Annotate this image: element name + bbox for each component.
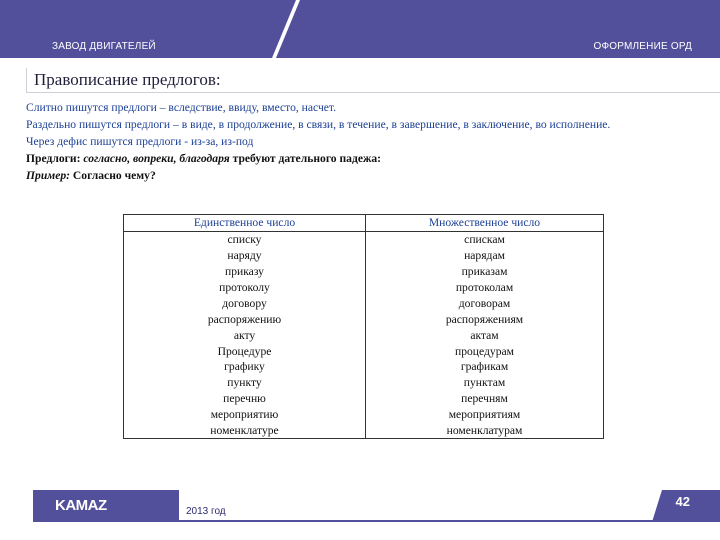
- cell-singular: акту: [124, 327, 366, 343]
- cell-plural: пунктам: [366, 375, 604, 391]
- footer-divider: [179, 520, 720, 522]
- header-singular: Единственное число: [124, 215, 366, 232]
- rule-hyphen-text: Через дефис пишутся предлоги - из-за, из-под: [26, 135, 254, 148]
- cell-plural: нарядам: [366, 248, 604, 264]
- rule-hyphen: [26, 133, 676, 150]
- table-row: [124, 280, 604, 296]
- cell-singular: номенклатуре: [124, 423, 366, 439]
- rule-example: [26, 167, 676, 184]
- cell-singular: распоряжению: [124, 311, 366, 327]
- cell-singular: списку: [124, 231, 366, 247]
- cell-singular: протоколу: [124, 280, 366, 296]
- cell-singular: договору: [124, 295, 366, 311]
- table-row: [124, 295, 604, 311]
- table-header-row: [124, 215, 604, 232]
- title-divider: [26, 92, 720, 93]
- title-bracket: [26, 68, 27, 93]
- rules-text: [26, 99, 676, 184]
- table-row: [124, 391, 604, 407]
- table-row: [124, 231, 604, 247]
- table-row: [124, 248, 604, 264]
- footer-logo-box: [33, 490, 179, 522]
- table-row: [124, 327, 604, 343]
- cell-plural: актам: [366, 327, 604, 343]
- cell-plural: графикам: [366, 359, 604, 375]
- cell-singular: мероприятию: [124, 407, 366, 423]
- header-plural: Множественное число: [366, 215, 604, 232]
- table-row: [124, 375, 604, 391]
- table-row: [124, 407, 604, 423]
- rule-solid: [26, 99, 676, 116]
- header-left-label: ЗАВОД ДВИГАТЕЛЕЙ: [52, 41, 156, 52]
- cell-singular: наряду: [124, 248, 366, 264]
- cell-plural: мероприятиям: [366, 407, 604, 423]
- cell-singular: графику: [124, 359, 366, 375]
- cell-plural: спискам: [366, 231, 604, 247]
- cell-singular: пункту: [124, 375, 366, 391]
- cell-singular: Процедуре: [124, 343, 366, 359]
- cell-plural: приказам: [366, 264, 604, 280]
- table-row: [124, 423, 604, 439]
- page-title: Правописание предлогов:: [34, 70, 221, 89]
- rule-separate-text: Раздельно пишутся предлоги – в виде, в продолжение, в связи, в течение, в завершение, в заключение, во исполнение.: [26, 118, 611, 131]
- rule-dative-italic: согласно, вопреки, благодаря: [83, 152, 230, 165]
- table-row: [124, 359, 604, 375]
- cell-plural: перечням: [366, 391, 604, 407]
- cell-plural: номенклатурам: [366, 423, 604, 439]
- table-row: [124, 264, 604, 280]
- header-banner: [0, 0, 720, 58]
- cell-plural: протоколам: [366, 280, 604, 296]
- rule-example-label: Пример:: [26, 169, 71, 182]
- footer-year: 2013 год: [186, 506, 226, 517]
- cell-plural: распоряжениям: [366, 311, 604, 327]
- cell-plural: договорам: [366, 295, 604, 311]
- kamaz-logo: KAMAZ: [55, 497, 107, 514]
- rule-example-text: Согласно чему?: [70, 169, 156, 182]
- table-row: [124, 311, 604, 327]
- rule-solid-text: Слитно пишутся предлоги – вследствие, ввиду, вместо, насчет.: [26, 101, 337, 114]
- table-row: [124, 343, 604, 359]
- cell-plural: процедурам: [366, 343, 604, 359]
- page-number: 42: [675, 494, 690, 509]
- rule-dative-prefix: Предлоги:: [26, 152, 84, 165]
- rule-dative-suffix: требуют дательного падежа:: [229, 152, 382, 165]
- prepositions-table: [123, 214, 604, 439]
- header-right-label: ОФОРМЛЕНИЕ ОРД: [593, 41, 692, 52]
- cell-singular: перечню: [124, 391, 366, 407]
- rule-separate: [26, 116, 676, 133]
- cell-singular: приказу: [124, 264, 366, 280]
- rule-dative: [26, 150, 676, 167]
